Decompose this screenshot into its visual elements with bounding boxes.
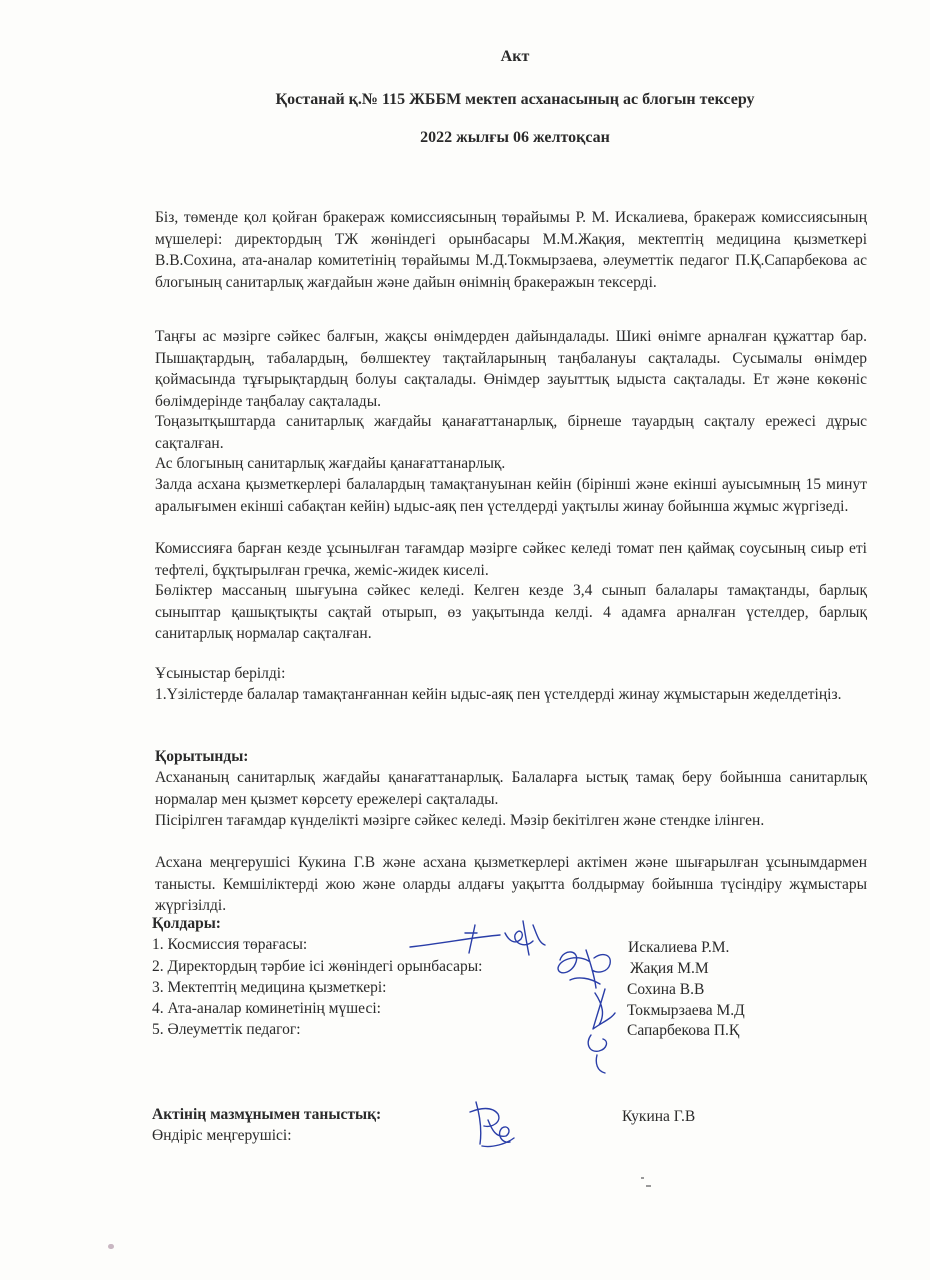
- signature-role: 2. Директордың тәрбие ісі жөніндегі орынбасары:: [152, 958, 483, 975]
- handwritten-signature: [462, 1092, 522, 1152]
- signatory-name: Искалиева Р.М.: [628, 939, 730, 956]
- recommendations-heading: Ұсыныстар берілді:: [155, 665, 286, 682]
- signatory-name: Сапарбекова П.Қ: [627, 1022, 740, 1039]
- acknowledgement-role: Өндіріс меңгерушісі:: [152, 1127, 292, 1144]
- handwritten-signature: [575, 985, 635, 1075]
- handwritten-signature: [405, 915, 555, 965]
- document-date: 2022 жылғы 06 желтоқсан: [420, 129, 610, 146]
- signatory-name: Токмырзаева М.Д: [627, 1002, 745, 1019]
- signature-role: 3. Мектептің медицина қызметкері:: [152, 979, 387, 996]
- menu-paragraph: Комиссияға барған кезде ұсынылған тағамдар мәзірге сәйкес келеді томат пен қаймақ соусының сиыр еті тефтелі, бұқтырылған гречка, жеміс-жидек киселі.: [155, 540, 867, 579]
- fridge-paragraph: Тоңазытқыштарда санитарлық жағдайы қанағаттанарлық, бірнеше тауардың сақталу ережесі дұрыс сақталған.: [155, 413, 867, 452]
- scan-speck: [108, 1244, 114, 1249]
- conclusion-line: Пісірілген тағамдар күнделікті мәзірге сәйкес келеді. Мәзір бекітілген және стендке ілінген.: [155, 812, 765, 829]
- signature-role: 5. Әлеуметтік педагог:: [152, 1021, 301, 1038]
- acknowledgement-name: Кукина Г.В: [622, 1108, 696, 1125]
- conclusion-heading: Қорытынды:: [155, 748, 249, 765]
- intro-paragraph: Біз, төменде қол қойған бракераж комиссиясының төрайымы Р. М. Искалиева, бракераж комиссиясының мүшелері: директордың ТЖ жөніндегі орынбасары М.М.Жақия, мектептің медицина қызметкері В.В.Сохина, ата-аналар комитетінің төрайымы М.Д.Токмырзаева, әлеуметтік педагог П.Қ.Сапарбекова ас блогының санитарлық жағдайын және дайын өнімнің бракеражын тексерді.: [155, 209, 867, 291]
- document-subtitle: Қостанай қ.№ 115 ЖББМ мектеп асханасының ас блогын тексеру: [275, 91, 755, 108]
- breakfast-paragraph: Таңғы ас мәзірге сәйкес балғын, жақсы өнімдерден дайындалады. Шикі өнімге арналған құжаттар бар. Пышақтардың, табалардың, бөлшектеу тақтайларының таңбалануы сақталады. Сусымалы өнімдер қоймасында тұғырықтардың болуы сақталады. Өнімдер зауыттық ыдыста сақталады. Ет және көкөніс бөлімдерінде таңбалау сақталады.: [155, 328, 867, 410]
- signatory-name: Жақия М.М: [630, 960, 709, 977]
- hall-paragraph: Залда асхана қызметкерлері балалардың тамақтануынан кейін (бірінші және екінші ауысымның 15 минут аралығымен екінші сабақтан кейін) ыдыс-аяқ пен үстелдерді уақтылы жинау бойынша жұмыс жүргізеді.: [155, 476, 867, 515]
- sanitary-paragraph: Ас блогының санитарлық жағдайы қанағаттанарлық.: [155, 455, 506, 472]
- signature-role: 4. Ата-аналар коминетінің мүшесі:: [152, 1000, 381, 1017]
- portions-paragraph: Бөліктер массаның шығуына сәйкес келеді. Келген кезде 3,4 сынып балалары тамақтанды, барлық сыныптар қашықтықты сақтай отырып, өз уақытында келді. 4 адамға арналған үстелдер, барлық санитарлық нормалар сақталған.: [155, 582, 867, 642]
- recommendation-item: 1.Үзілістерде балалар тамақтанғаннан кейін ыдыс-аяқ пен үстелдерді жинау жұмыстарын жеделдетіңіз.: [155, 686, 842, 703]
- signatures-heading: Қолдары:: [152, 915, 221, 932]
- document-title: Акт: [500, 48, 530, 65]
- acknowledgement-heading: Актінің мазмұнымен таныстық:: [152, 1106, 382, 1123]
- signatory-name: Сохина В.В: [627, 981, 705, 998]
- signature-role: 1. Космиссия төрағасы:: [152, 936, 308, 953]
- scan-speck: [646, 1185, 651, 1187]
- scan-speck: [641, 1177, 644, 1179]
- conclusion-line: Асхана меңгерушісі Кукина Г.В және асхана қызметкерлері актімен және шығарылған ұсынымдармен танысты. Кемшіліктерді жою және оларды алдағы уақытта болдырмау бойынша түсіндіру жұмыстары жүргізілді.: [155, 854, 867, 914]
- conclusion-line: Асхананың санитарлық жағдайы қанағаттанарлық. Балаларға ыстық тамақ беру бойынша санитарлық нормалар мен қызмет көрсету ережелері сақталады.: [155, 769, 867, 808]
